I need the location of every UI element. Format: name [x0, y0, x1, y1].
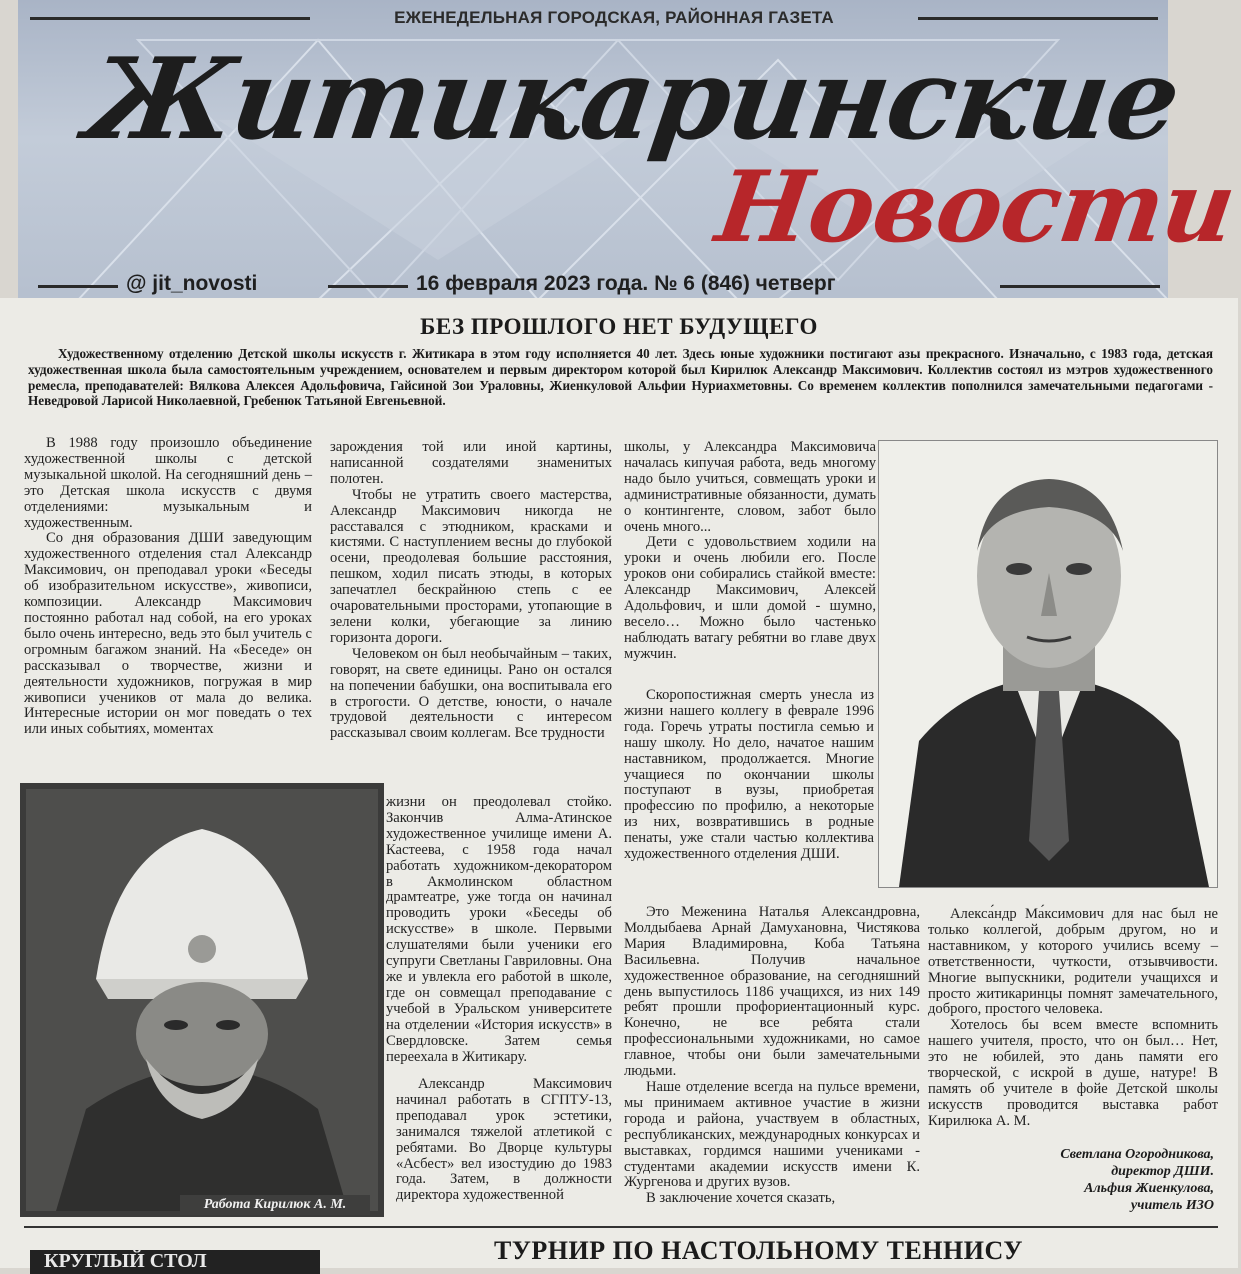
- paragraph: В заключение хочется сказать,: [646, 1190, 836, 1207]
- painting-image: [20, 783, 384, 1217]
- bottom-divider: [24, 1226, 1218, 1228]
- article-headline: БЕЗ ПРОШЛОГО НЕТ БУДУЩЕГО: [420, 314, 818, 339]
- portrait-photo-image: [879, 441, 1217, 887]
- tagline: ЕЖЕНЕДЕЛЬНАЯ ГОРОДСКАЯ, РАЙОННАЯ ГАЗЕТА: [394, 8, 834, 27]
- tagline-rule-right: [918, 17, 1158, 20]
- issue-rule-middle: [328, 285, 408, 288]
- paragraph: Наше отделение всегда на пульсе времени, мы принимаем активное участие в жизни города и района, участвуем в областных, республиканских, международных конкурсах и выставках, гордимся нашими учениками - студентами академии искусств имени К. Жургенова и других вузов.: [624, 1078, 920, 1191]
- article-column-1: [24, 436, 312, 738]
- paragraph: школы, у Александра Максимовича началась кипучая работа, ведь многому надо было учиться, совмещать уроки и административные обязанности, думать о контингенте, словом, забот было очень много...: [624, 439, 876, 535]
- paragraph: Чтобы не утратить своего мастерства, Александр Максимович никогда не расставался с этюдником, красками и кистями. С наступлением весны до глубокой осени, преодолевая большие расстояния, пешком, ходил писать этюды, в которых запечатлел бескрайнюю степь с ее очаровательными просторами, утопающие в зелени колки, убегающие за линию горизонта дороги.: [330, 486, 612, 646]
- paragraph: Дети с удовольствием ходили на уроки и очень любили его. После уроков они собирались стайкой вместе: Александр Максимович, Алексей Адольфович, и шли домой - шумно, весело… Можно было частенько наблюдать ватагу ребятни во главе двух мужчин.: [624, 534, 876, 662]
- paragraph: Скоропостижная смерть унесла из жизни нашего коллегу в феврале 1996 года. Горечь утраты постигла семью и нашу школу. Но дело, начатое нашим наставником, продолжается. Многие учащиеся по окончании школы поступают в вузы, приобретая профессию по профилю, а некоторые из них, возвратившись в родные пенаты, уже стали частью коллектива художественного отделения ДШИ.: [624, 687, 874, 863]
- paragraph: Человеком он был необычайным – таких, говорят, на свете единицы. Рано он остался на попечении бабушки, она воспитывала его в строгости. О детстве, юности, о начале трудовой деятельности с интересом рассказывал своим коллегам. Все трудности: [330, 645, 612, 742]
- next-article-headline: ТУРНИР ПО НАСТОЛЬНОМУ ТЕННИСУ: [494, 1236, 1023, 1265]
- painting-artwork: [26, 789, 378, 1211]
- painting-caption: Работа Кирилюк А. М.: [180, 1195, 370, 1215]
- paragraph: Александр Максимович начинал работать в СГПТУ-13, преподавал урок эстетики, занимался тяжелой атлетикой с ребятами. Во Дворце культуры «Асбест» вел изостудию до 1983 года. Затем, в должности директора художественной: [396, 1076, 612, 1204]
- newspaper-title-line2: Новости: [709, 150, 1241, 265]
- article-lead: Художественному отделению Детской школы искусств г. Житикара в этом году исполняется 40 лет. Здесь юные художники постигают азы прекрасного. Изначально, с 1983 года, детская художественная школа была самостоятельным учреждением, основателем и первым директором которой был Кирилюк Александр Максимович. Коллектив состоял из мэтров художественного ремесла, преподавателей: Вялкова Алексея Адольфовича, Гайсиной Зои Ураловны, Жиенкуловой Альфии Нуриахметовны. Со временем коллектив пополнился замечательными педагогами - Неведровой Ларисой Николаевной, Гребенюк Татьяной Евгеньевной.: [28, 346, 1213, 409]
- article-column-3: [624, 440, 876, 663]
- article-signature: [930, 1146, 1214, 1214]
- paragraph: жизни он преодолевал стойко. Закончив Алма-Атинское художественное училище имени А. Кастеева, с 1958 года начал работать художником-декоратором в Акмолинском областном драмтеатре, уже тогда он начинал проводить уроки «Беседы об искусстве» в школе. Первыми слушателями были ученики его супруги Светланы Гавриловны. Она же и увлекла его работой в школе, где он совмещал преподавание с учебой в Уральском университете на отделении «История искусств» в Свердловске. Затем семья переехала в Житикару.: [386, 794, 612, 1065]
- article-column-4: [928, 907, 1218, 1130]
- paragraph: Это Меженина Наталья Александровна, Молдыбаева Арнай Дамухановна, Чистякова Мария Владимировна, Коба Татьяна Васильевна. Получив начальное художественное образование, на сегодняшний день выпустилось 1186 учащихся, из них 149 ребят прошли профориентационный курс. Конечно, не все ребята стали профессиональными художниками, но самое главное, чтобы они были замечательными людьми.: [624, 904, 920, 1080]
- tagline-rule-left: [30, 17, 310, 20]
- article-column-3-end: [624, 905, 920, 1207]
- issue-row: [18, 272, 1168, 300]
- author-name: Светлана Огородникова,: [1060, 1147, 1214, 1162]
- author-title: директор ДШИ.: [1111, 1164, 1214, 1179]
- article-column-2-end: [396, 1077, 612, 1204]
- issue-date: 16 февраля 2023 года. № 6 (846) четверг: [416, 272, 836, 295]
- author-name: Альфия Жиенкулова,: [1084, 1181, 1214, 1196]
- article-column-3-continued: [624, 688, 874, 863]
- author-title: учитель ИЗО: [1130, 1198, 1214, 1213]
- paragraph: Алекса́ндр Ма́ксимович для нас был не только коллегой, добрым другом, но и наставником, у которого учились всему – ответственности, чуткости, отзывчивости. Многие выпускники, родители учащихся и просто житикаринцы помнят замечательного, доброго, простого человека.: [928, 906, 1218, 1018]
- article-column-2-continued: [386, 795, 612, 1065]
- article-column-2: [330, 440, 612, 742]
- next-section-heading-left: КРУГЛЫЙ СТОЛ: [30, 1250, 320, 1274]
- masthead: [18, 0, 1241, 308]
- newspaper-title-line1: Житикаринские: [78, 34, 1186, 165]
- paragraph: Хотелось бы всем вместе вспомнить нашего учителя, просто, что он был… Нет, это не юбилей, это дань памяти его творческой, с искрой в душе, натуре! В память об учителе в фойе Детской школы искусств проводится выставка работ Кирилюка А. М.: [928, 1017, 1218, 1129]
- issue-rule-right: [1000, 285, 1160, 288]
- paragraph: Со дня образования ДШИ заведующим художественного отделения стал Александр Максимович, он преподавал уроки «Беседы об изобразительном искусстве», живописи, композиции. Александр Максимович постоянно работал над собой, на его уроках было очень интересно, ведь это был учитель с огромным багажом знаний. На «Беседе» он рассказывал о творчестве, жизни и деятельности художников, погружая в мир живописи учеников от мала до велика. Интересные истории он мог поведать о тех или иных событиях, моментах: [24, 530, 312, 738]
- paragraph: В 1988 году произошло объединение художественной школы с детской музыкальной школой. На сегодняшний день – это Детская школа искусств с двумя отделениями: музыкальным и художественным.: [24, 435, 312, 531]
- tagline-row: [18, 6, 1168, 32]
- portrait-photo: [878, 440, 1218, 888]
- social-handle: @ jit_novosti: [126, 272, 258, 295]
- issue-rule-left: [38, 285, 118, 288]
- paragraph: зарождения той или иной картины, написанной создателями знаменитых полотен.: [330, 439, 612, 487]
